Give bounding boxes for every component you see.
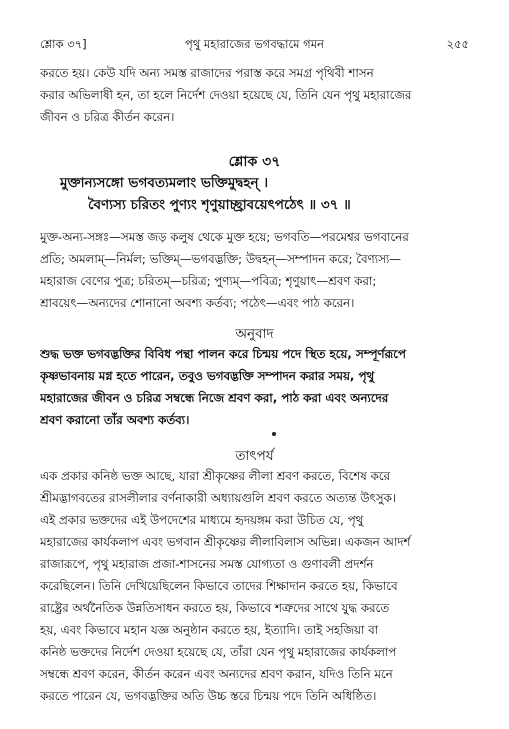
print-speck bbox=[272, 432, 276, 436]
page-header bbox=[40, 36, 469, 54]
intro-line: করার অভিলাষী হন, তা হলে নির্দেশ দেওয়া হয়েছে যে, তিনি যেন পৃথু মহারাজের bbox=[40, 88, 412, 102]
verse-heading: শ্লোক ৩৭ bbox=[228, 154, 281, 170]
intro-line: জীবন ও চরিত্র কীর্তন করেন। bbox=[40, 110, 175, 124]
purport-line: মহারাজের কার্যকলাপ এবং ভগবান শ্রীকৃষ্ণের লীলাবিলাস অভিন্ন। একজন আদর্শ bbox=[40, 535, 411, 549]
synonyms-line: প্রতি; অমলাম্—নির্মল; ভক্তিম্—ভগবদ্ভক্তি; উদ্বহন্—সম্পাদন করে; বৈণ্যস্য— bbox=[40, 252, 402, 266]
purport-line: রাজারূপে, পৃথু মহারাজ প্রজা-শাসনের সমস্ত যোগ্যতা ও গুণাবলী প্রদর্শন bbox=[40, 557, 374, 571]
translation-paragraph bbox=[40, 343, 470, 431]
purport-line: কনিষ্ঠ ভক্তদের নির্দেশ দেওয়া হয়েছে যে, তাঁরা যেন পৃথু মহারাজের কার্যকলাপ bbox=[40, 645, 397, 659]
purport-line: করেছিলেন। তিনি দেখিয়েছিলেন কিভাবে তাদের শিক্ষাদান করতে হয়, কিভাবে bbox=[40, 579, 398, 593]
verse-line: বৈণ্যস্য চরিতং পুণ্যং শৃণুয়াচ্ছ্রাবয়েৎপঠেৎ ॥ ৩৭ ॥ bbox=[88, 197, 351, 213]
purport-line: করতে পারেন যে, ভগবদ্ভক্তির অতি উচ্চ স্তরে চিন্ময় পদে তিনি অধিষ্ঠিত। bbox=[40, 689, 377, 703]
synonyms-line: শ্রাবয়েৎ—অন্যদের শোনানো অবশ্য কর্তব্য; পঠেৎ—এবং পাঠ করেন। bbox=[40, 296, 355, 310]
translation-line: মহারাজের জীবন ও চরিত্র সম্বন্ধে নিজে শ্রবণ করা, পাঠ করা এবং অন্যদের bbox=[40, 391, 389, 405]
synonyms-line: মুক্ত-অন্য-সঙ্গঃ—সমস্ত জড় কলুষ থেকে মুক্ত হয়ে; ভগবতি—পরমেশ্বর ভগবানের bbox=[40, 230, 409, 244]
purport-paragraph bbox=[40, 465, 470, 707]
header-chapter-title: পৃথু মহারাজের ভগবদ্ধামে গমন bbox=[185, 37, 324, 51]
translation-line: শুদ্ধ ভক্ত ভগবদ্ভক্তির বিবিধ পন্থা পালন করে চিন্ময় পদে স্থিত হয়ে, সম্পূর্ণরূপে bbox=[40, 347, 406, 361]
translation-heading: অনুবাদ bbox=[235, 326, 274, 342]
purport-line: শ্রীমদ্ভাগবতের রাসলীলার বর্ণনাকারী অধ্যায়গুলি শ্রবণ করতে অত্যন্ত উৎসুক। bbox=[40, 491, 397, 505]
sanskrit-verse bbox=[60, 172, 460, 216]
purport-line: সম্বন্ধে শ্রবণ করেন, কীর্তন করেন এবং অন্যদের শ্রবণ করান, যদিও তিনি মনে bbox=[40, 667, 393, 681]
header-verse-ref: শ্লোক ৩৭] bbox=[40, 37, 87, 51]
translation-line: কৃষ্ণভাবনায় মগ্ন হতে পারেন, তবুও ভগবদ্ভক্তি সম্পাদন করার সময়, পৃথু bbox=[40, 369, 375, 383]
purport-heading: তাৎপর্য bbox=[235, 448, 274, 464]
purport-line: এই প্রকার ভক্তদের এই উপদেশের মাধ্যমে হৃদয়ঙ্গম করা উচিত যে, পৃথু bbox=[40, 513, 364, 527]
purport-line: এক প্রকার কনিষ্ঠ ভক্ত আছে, যারা শ্রীকৃষ্ণের লীলা শ্রবণ করতে, বিশেষ করে bbox=[40, 469, 390, 483]
synonyms-line: মহারাজ বেণের পুত্র; চরিতম্—চরিত্র; পুণ্যম্—পবিত্র; শৃণুয়াৎ—শ্রবণ করা; bbox=[40, 274, 377, 288]
verse-line: মুক্তান্যসঙ্গো ভগবত্যমলাং ভক্তিমুদ্বহন্ । bbox=[60, 175, 269, 191]
synonyms-paragraph bbox=[40, 226, 470, 314]
purport-line: রাষ্ট্রের অর্থনৈতিক উন্নতিসাধন করতে হয়, কিভাবে শত্রুদের সাথে যুদ্ধ করতে bbox=[40, 601, 390, 615]
translation-line: শ্রবণ করানো তাঁর অবশ্য কর্তব্য। bbox=[40, 413, 190, 427]
intro-line: করতে হয়। কেউ যদি অন্য সমস্ত রাজাদের পরাস্ত করে সমগ্র পৃথিবী শাসন bbox=[40, 66, 374, 80]
intro-paragraph bbox=[40, 62, 470, 128]
purport-line: হয়, এবং কিভাবে মহান যজ্ঞ অনুষ্ঠান করতে হয়, ইত্যাদি। তাই সহজিয়া বা bbox=[40, 623, 379, 637]
page-number: ২৫৫ bbox=[446, 37, 469, 51]
